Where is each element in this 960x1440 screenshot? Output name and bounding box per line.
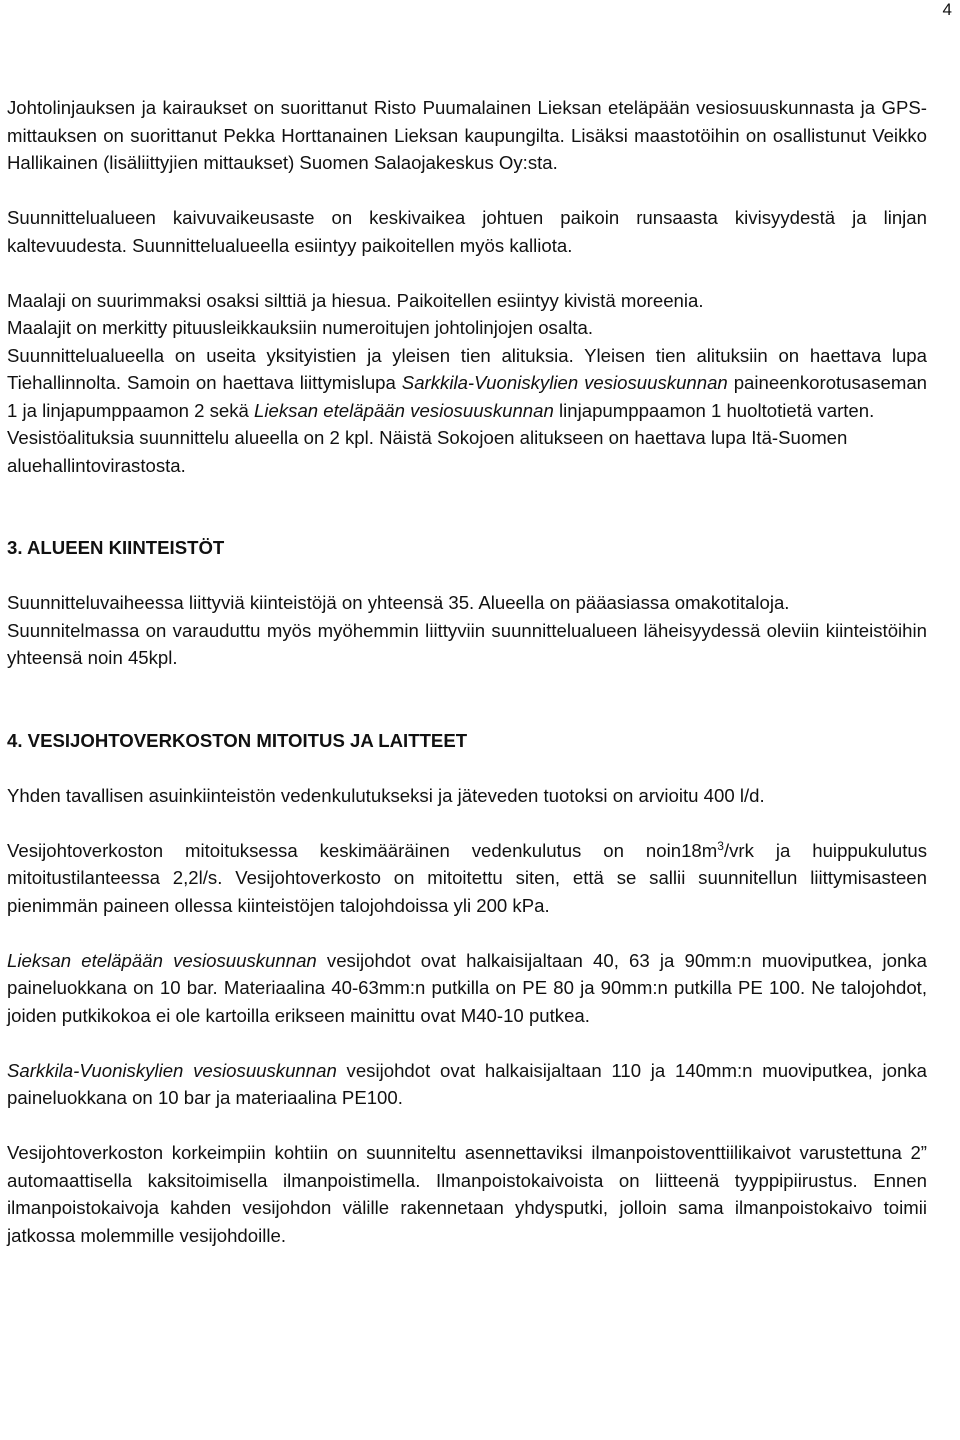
- text-segment: vesijohdot ovat halkaisijaltaan 40, 63 ja 90mm:n muoviputkea, jonka paineluokkana on 10 bar. Materiaalina 40-63mm:n putkilla on PE 80 ja 90mm:n putkilla PE 100. Ne talojohdot, joiden putkikokoa ei ole kartoilla erikseen mainittu ovat M40-10 putkea.: [7, 949, 927, 1026]
- paragraph-soil-marking: Maalajit on merkitty pituusleikkauksiin numeroitujen johtolinjojen osalta.: [7, 317, 594, 338]
- paragraph-consumption-estimate: Yhden tavallisen asuinkiinteistön vedenkulutukseksi ja jäteveden tuotoksi on arvioitu 400 l/d.: [7, 784, 765, 806]
- superscript: 3: [717, 838, 724, 853]
- text-segment: vesijohdot ovat halkaisijaltaan 110 ja 140mm:n muoviputkea, jonka paineluokkana on 10 bar ja materiaalina PE100.: [7, 1059, 927, 1108]
- text-segment: linjapumppaamon 1 huoltotietä varten.: [553, 399, 875, 421]
- paragraph-water-crossings: Vesistöalituksia suunnittelu alueella on 2 kpl. Näistä Sokojoen alitukseen on haettava lupa Itä-Suomen aluehallintovirastosta.: [7, 427, 848, 476]
- spacer: [7, 562, 927, 590]
- paragraph-properties-count: Suunnitteluvaiheessa liittyviä kiinteistöjä on yhteensä 35. Alueella on pääasiassa omakotitaloja.: [7, 592, 790, 613]
- paragraph-air-release-valves: Vesijohtoverkoston korkeimpiin kohtiin on suunniteltu asennettaviksi ilmanpoistoventtiilikaivot varustettuna 2” automaattisella kaksitoimisella ilmanpoistimella. Ilmanpoistokaivoista on liitteenä tyyppipiirustus. Ennen ilmanpoistokaivoja kahden vesijohdon välille rakennetaan yhdysputki, jolloin sama ilmanpoistokaivo toimii jatkossa molemmille vesijohdoille.: [7, 1142, 927, 1246]
- text-segment: paineenkorotusaseman 1 ja linjapumppaamon 2 sekä: [7, 372, 927, 421]
- spacer: [7, 479, 927, 534]
- paragraph-survey-credits: Johtolinjauksen ja kairaukset on suorittanut Risto Puumalainen Lieksan eteläpään vesiosuuskunnasta ja GPS-mittauksen on suorittanut Pekka Horttanainen Lieksan kaupungilta. Lisäksi maastotöihin on osallistunut Veikko Hallikainen (lisäliittyjien mittaukset) Suomen Salaojakeskus Oy:sta.: [7, 97, 927, 173]
- spacer: [7, 754, 927, 782]
- organization-name: Lieksan eteläpään vesiosuuskunnan: [254, 399, 554, 421]
- paragraph-sarkkila-pipes: [7, 1057, 927, 1112]
- paragraph-lieksa-pipes: [7, 947, 927, 1030]
- section-3-heading: 3. ALUEEN KIINTEISTÖT: [7, 537, 225, 558]
- paragraph-excavation-difficulty: Suunnittelualueen kaivuvaikeusaste on keskivaikea johtuen paikoin runsaasta kivisyydestä ja linjan kaltevuudesta. Suunnittelualueella esiintyy paikoitellen myös kalliota.: [7, 207, 927, 256]
- spacer: [7, 672, 927, 727]
- organization-name: Sarkkila-Vuoniskylien vesiosuuskunnan: [7, 1059, 337, 1081]
- section-4-heading: 4. VESIJOHTOVERKOSTON MITOITUS JA LAITTEET: [7, 729, 468, 751]
- paragraph-future-properties: Suunnitelmassa on varauduttu myös myöhemmin liittyviin suunnittelualueen läheisyydessä oleviin kiinteistöihin yhteensä noin 45kpl.: [7, 619, 927, 668]
- text-segment: /vrk ja huippukulutus mitoitustilanteessa 2,2l/s. Vesijohtoverkosto on mitoitettu siten, että se sallii suunnitellun liittymisasteen pienimmän paineen ollessa kiinteistöjen talojohdoissa yli 200 kPa.: [7, 839, 928, 916]
- text-segment: Vesijohtoverkoston mitoituksessa keskimääräinen vedenkulutus on noin18m: [7, 839, 718, 861]
- paragraph-network-dimensioning: [7, 837, 927, 920]
- organization-name: Lieksan eteläpään vesiosuuskunnan: [7, 949, 317, 971]
- text-segment: Suunnittelualueella on useita yksityistien ja yleisen tien alituksia. Yleisen tien alituksiin on haettava lupa Tiehallinnolta. Samoin on haettava liittymislupa: [7, 344, 927, 393]
- paragraph-soil-type: Maalaji on suurimmaksi osaksi silttiä ja hiesua. Paikoitellen esiintyy kivistä moreenia.: [7, 289, 704, 311]
- page-number: 4: [942, 0, 952, 19]
- document-body: [7, 94, 927, 1249]
- organization-name: Sarkkila-Vuoniskylien vesiosuuskunnan: [401, 372, 728, 393]
- paragraph-road-crossings: [7, 342, 927, 425]
